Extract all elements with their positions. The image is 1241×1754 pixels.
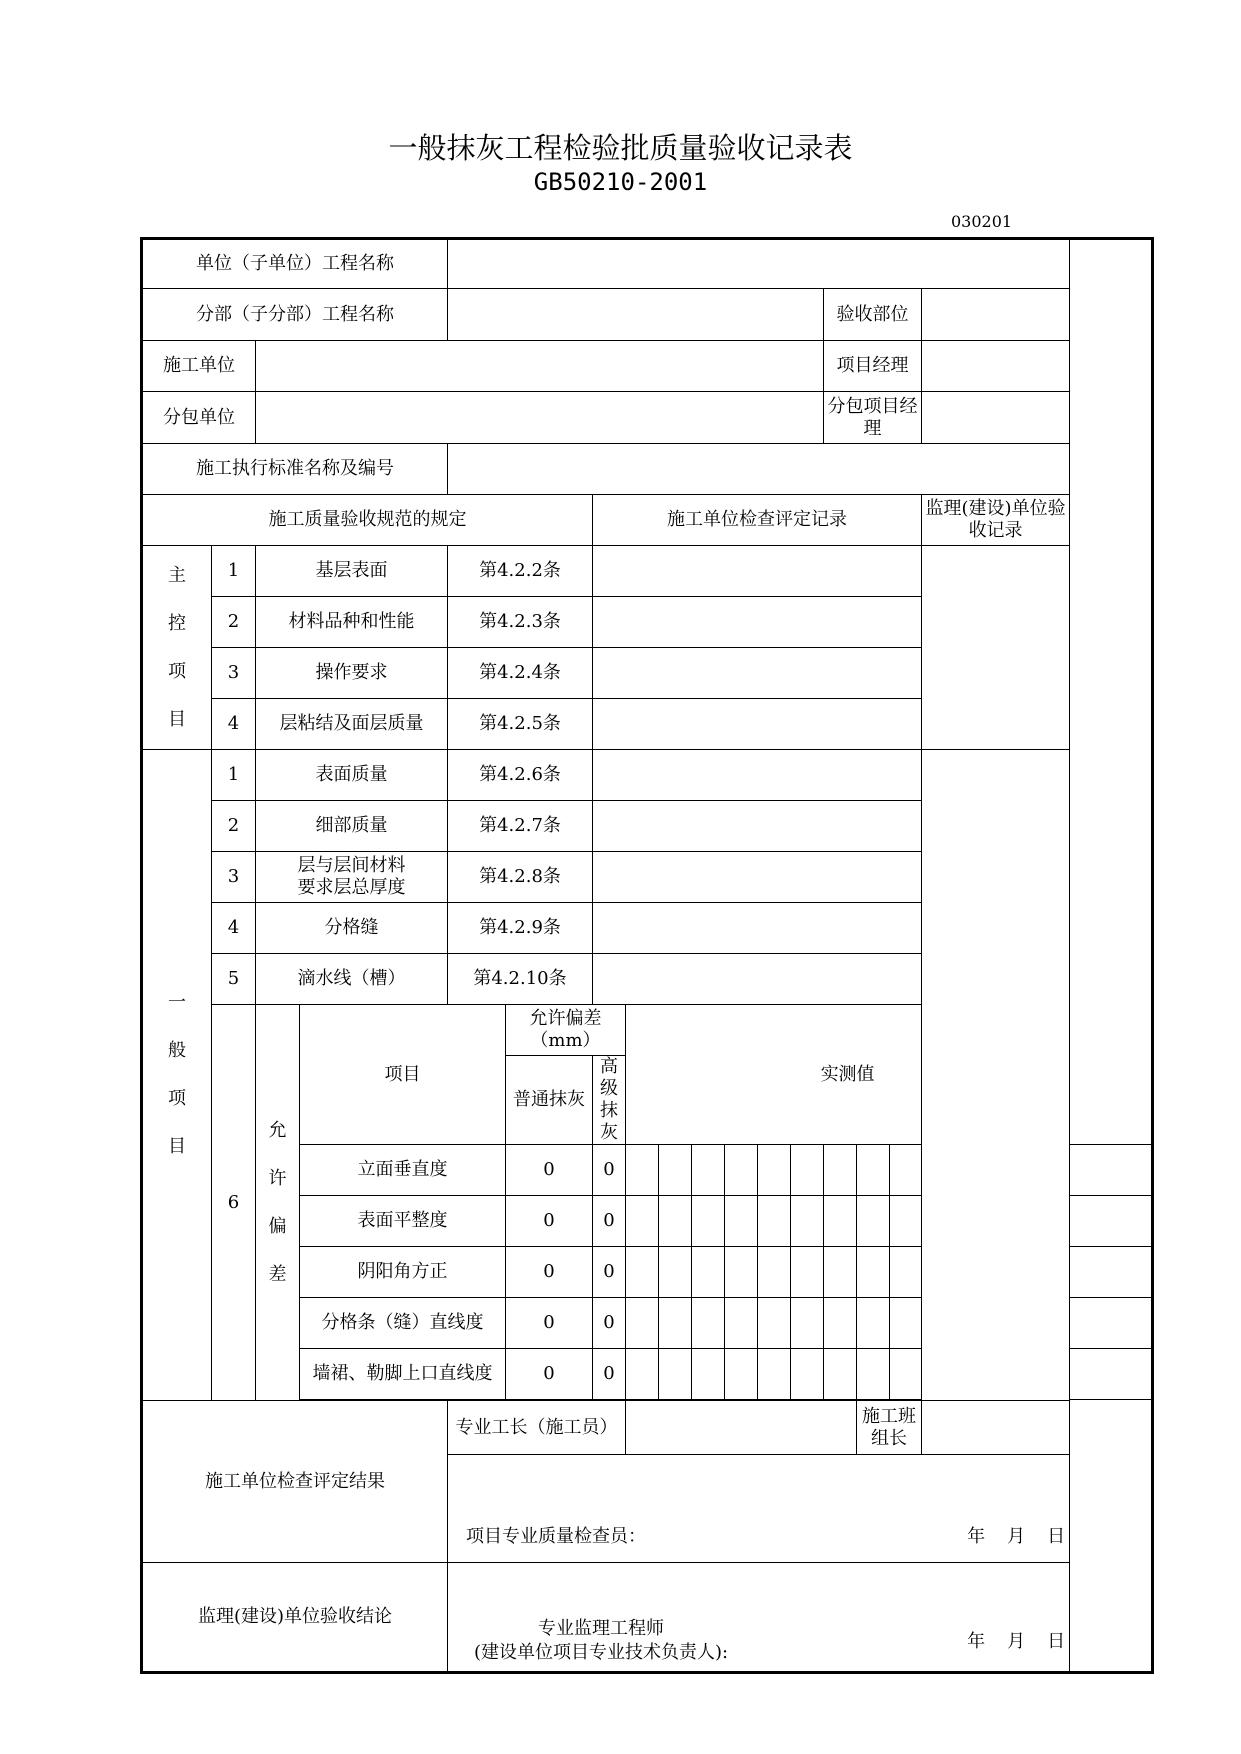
standard-code: GB50210-2001 [533, 168, 708, 196]
sub-project-label: 分部（子分部）工程名称 [142, 289, 448, 341]
supervision-record-main[interactable] [922, 546, 1070, 750]
construction-record-cell[interactable] [593, 954, 922, 1005]
item-name-line: 要求层总厚度 [297, 877, 406, 898]
sub-project-value[interactable] [448, 289, 824, 341]
measured-cell[interactable] [791, 1298, 824, 1349]
measured-cell[interactable] [824, 1349, 857, 1400]
form-code: 030201 [951, 212, 1013, 231]
acceptance-part-label: 验收部位 [824, 289, 922, 341]
item-name: 表面质量 [256, 750, 448, 801]
foreman-value[interactable] [626, 1401, 857, 1455]
standard-label: 施工执行标准名称及编号 [142, 444, 448, 495]
team-leader-value[interactable] [922, 1401, 1070, 1455]
item-clause: 第4.2.6条 [448, 750, 593, 801]
measured-cell[interactable] [857, 1349, 890, 1400]
measured-cell[interactable] [857, 1145, 890, 1196]
project-manager-label: 项目经理 [824, 341, 922, 392]
normal-value: 0 [506, 1145, 593, 1196]
measured-cell[interactable] [725, 1247, 758, 1298]
measured-cell[interactable] [890, 1247, 922, 1298]
deviation-group: 允 许 偏 差 [256, 1005, 300, 1401]
acceptance-record-table [140, 237, 1154, 1674]
acceptance-part-value[interactable] [922, 289, 1070, 341]
measured-cell[interactable] [857, 1298, 890, 1349]
subcontract-manager-value[interactable] [922, 392, 1070, 444]
subcontract-unit-value[interactable] [256, 392, 824, 444]
measured-cell[interactable] [824, 1145, 857, 1196]
item-clause: 第4.2.8条 [448, 852, 593, 903]
measured-cell[interactable] [890, 1145, 922, 1196]
supervision-conclusion-area[interactable] [448, 1563, 1070, 1673]
measured-cell[interactable] [890, 1298, 922, 1349]
spec-column-header: 施工质量验收规范的规定 [142, 495, 593, 546]
subcontract-manager-label: 分包项目经理 [824, 392, 922, 444]
item-name: 基层表面 [256, 546, 448, 597]
foreman-label: 专业工长（施工员） [448, 1401, 626, 1455]
tolerance-header: 允许偏差（mm） [506, 1005, 626, 1056]
subcontract-unit-label: 分包单位 [142, 392, 256, 444]
measured-cell[interactable] [725, 1298, 758, 1349]
deviation-item-name: 墙裙、勒脚上口直线度 [300, 1349, 506, 1400]
inspector-label: 项目专业质量检查员： [466, 1526, 646, 1547]
measured-cell[interactable] [824, 1247, 857, 1298]
measured-cell[interactable] [758, 1145, 791, 1196]
item-name: 层粘结及面层质量 [256, 699, 448, 750]
measured-cell[interactable] [1070, 1247, 1153, 1298]
general-items-group: 一 般 项 目 [142, 750, 212, 1401]
measured-cell[interactable] [659, 1247, 692, 1298]
advanced-value: 0 [593, 1145, 626, 1196]
measured-cell[interactable] [857, 1247, 890, 1298]
item-no: 4 [212, 699, 256, 750]
standard-value[interactable] [448, 444, 1070, 495]
supervision-date: 年 月 日 [967, 1631, 1066, 1652]
measured-cell[interactable] [692, 1247, 725, 1298]
measured-cell[interactable] [758, 1349, 791, 1400]
measured-cell[interactable] [725, 1196, 758, 1247]
item-name: 细部质量 [256, 801, 448, 852]
construction-unit-value[interactable] [256, 341, 824, 392]
unit-project-label: 单位（子单位）工程名称 [142, 239, 448, 289]
construction-result-area[interactable] [448, 1455, 1070, 1563]
advanced-plaster-header: 高级抹灰 [593, 1056, 626, 1145]
measured-cell[interactable] [659, 1145, 692, 1196]
deviation-item-header: 项目 [300, 1005, 506, 1145]
measured-cell[interactable] [791, 1349, 824, 1400]
item-no: 4 [212, 903, 256, 954]
construction-record-cell[interactable] [593, 852, 922, 903]
measured-cell[interactable] [626, 1298, 659, 1349]
advanced-value: 0 [593, 1247, 626, 1298]
item-name: 滴水线（槽） [256, 954, 448, 1005]
construction-record-header: 施工单位检查评定记录 [593, 495, 922, 546]
measured-cell[interactable] [890, 1349, 922, 1400]
normal-plaster-header: 普通抹灰 [506, 1056, 593, 1145]
item-name-line: 层与层间材料 [297, 855, 406, 876]
measured-cell[interactable] [824, 1298, 857, 1349]
item-name: 材料品种和性能 [256, 597, 448, 648]
page-title: 一般抹灰工程检验批质量验收记录表 [388, 131, 853, 165]
measured-cell[interactable] [1070, 1349, 1153, 1400]
construction-unit-label: 施工单位 [142, 341, 256, 392]
item-name [256, 852, 448, 903]
unit-project-value[interactable] [448, 239, 1070, 289]
supervisor-signature-label: 专业监理工程师 (建设单位项目专业技术负责人): [474, 1618, 729, 1663]
inspection-date: 年 月 日 [967, 1526, 1066, 1547]
construction-result-label: 施工单位检查评定结果 [142, 1401, 448, 1563]
item-clause: 第4.2.7条 [448, 801, 593, 852]
measured-cell[interactable] [791, 1145, 824, 1196]
measured-cell[interactable] [791, 1196, 824, 1247]
normal-value: 0 [506, 1196, 593, 1247]
main-items-group: 主 控 项 目 [142, 546, 212, 750]
measured-cell[interactable] [692, 1349, 725, 1400]
item-clause: 第4.2.5条 [448, 699, 593, 750]
team-leader-label: 施工班组长 [857, 1401, 922, 1455]
measured-cell[interactable] [857, 1196, 890, 1247]
item-no: 1 [212, 546, 256, 597]
deviation-item-name: 阴阳角方正 [300, 1247, 506, 1298]
construction-record-cell[interactable] [593, 546, 922, 597]
measured-cell[interactable] [1070, 1196, 1153, 1247]
construction-record-cell[interactable] [593, 597, 922, 648]
measured-cell[interactable] [824, 1196, 857, 1247]
measured-cell[interactable] [659, 1349, 692, 1400]
deviation-item-name: 立面垂直度 [300, 1145, 506, 1196]
measured-cell[interactable] [626, 1247, 659, 1298]
item-name: 分格缝 [256, 903, 448, 954]
measured-cell[interactable] [758, 1247, 791, 1298]
measured-header: 实测值 [626, 1005, 1070, 1145]
supervision-record-header: 监理(建设)单位验收记录 [922, 495, 1070, 546]
construction-record-cell[interactable] [593, 801, 922, 852]
normal-value: 0 [506, 1247, 593, 1298]
measured-cell[interactable] [692, 1298, 725, 1349]
measured-cell[interactable] [626, 1145, 659, 1196]
measured-cell[interactable] [626, 1196, 659, 1247]
measured-cell[interactable] [659, 1196, 692, 1247]
advanced-value: 0 [593, 1196, 626, 1247]
item-no: 1 [212, 750, 256, 801]
item-no: 3 [212, 852, 256, 903]
item-no: 5 [212, 954, 256, 1005]
item-clause: 第4.2.4条 [448, 648, 593, 699]
item-no: 6 [212, 1005, 256, 1401]
measured-cell[interactable] [791, 1247, 824, 1298]
item-no: 2 [212, 801, 256, 852]
measured-cell[interactable] [758, 1298, 791, 1349]
project-manager-value[interactable] [922, 341, 1070, 392]
item-no: 2 [212, 597, 256, 648]
construction-record-cell[interactable] [593, 699, 922, 750]
measured-cell[interactable] [1070, 1145, 1153, 1196]
item-clause: 第4.2.2条 [448, 546, 593, 597]
deviation-item-name: 分格条（缝）直线度 [300, 1298, 506, 1349]
normal-value: 0 [506, 1349, 593, 1400]
measured-cell[interactable] [890, 1196, 922, 1247]
measured-cell[interactable] [1070, 1298, 1153, 1349]
supervision-conclusion-label: 监理(建设)单位验收结论 [142, 1563, 448, 1673]
measured-cell[interactable] [725, 1145, 758, 1196]
deviation-item-name: 表面平整度 [300, 1196, 506, 1247]
item-clause: 第4.2.10条 [448, 954, 593, 1005]
item-no: 3 [212, 648, 256, 699]
item-clause: 第4.2.3条 [448, 597, 593, 648]
item-clause: 第4.2.9条 [448, 903, 593, 954]
measured-cell[interactable] [758, 1196, 791, 1247]
normal-value: 0 [506, 1298, 593, 1349]
measured-cell[interactable] [692, 1196, 725, 1247]
construction-record-cell[interactable] [593, 750, 922, 801]
item-name: 操作要求 [256, 648, 448, 699]
construction-record-cell[interactable] [593, 903, 922, 954]
measured-cell[interactable] [626, 1349, 659, 1400]
measured-cell[interactable] [692, 1145, 725, 1196]
advanced-value: 0 [593, 1298, 626, 1349]
measured-cell[interactable] [659, 1298, 692, 1349]
construction-record-cell[interactable] [593, 648, 922, 699]
measured-cell[interactable] [725, 1349, 758, 1400]
advanced-value: 0 [593, 1349, 626, 1400]
